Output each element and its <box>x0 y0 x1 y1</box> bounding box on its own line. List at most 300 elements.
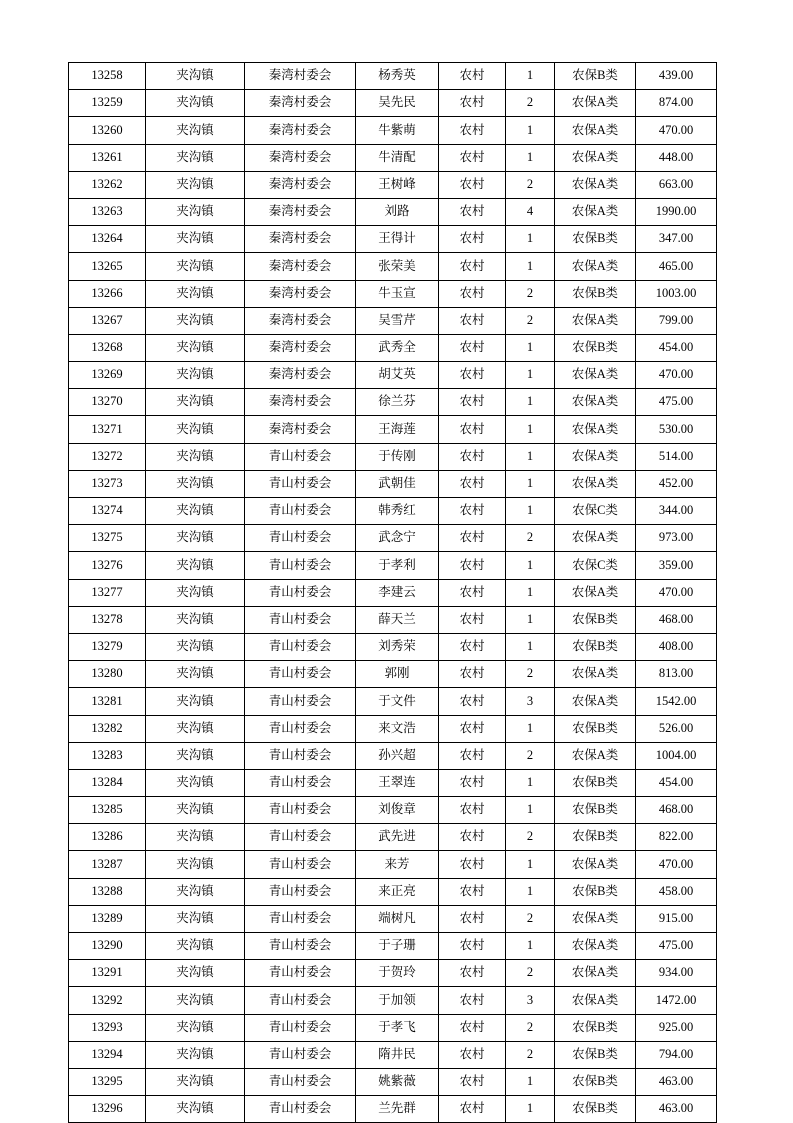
cell-village: 青山村委会 <box>245 905 356 932</box>
cell-id: 13279 <box>69 633 146 660</box>
cell-type: 农村 <box>439 198 506 225</box>
cell-village: 秦湾村委会 <box>245 144 356 171</box>
cell-name: 王树峰 <box>356 171 439 198</box>
cell-town: 夹沟镇 <box>146 171 245 198</box>
cell-village: 青山村委会 <box>245 987 356 1014</box>
table-row <box>69 579 717 606</box>
cell-town: 夹沟镇 <box>146 661 245 688</box>
cell-type: 农村 <box>439 525 506 552</box>
table-row <box>69 470 717 497</box>
cell-town: 夹沟镇 <box>146 253 245 280</box>
cell-category: 农保A类 <box>555 198 636 225</box>
cell-type: 农村 <box>439 742 506 769</box>
cell-town: 夹沟镇 <box>146 797 245 824</box>
cell-count: 1 <box>506 389 555 416</box>
table-row <box>69 933 717 960</box>
cell-category: 农保B类 <box>555 334 636 361</box>
cell-village: 青山村委会 <box>245 1068 356 1095</box>
cell-count: 1 <box>506 443 555 470</box>
table-row <box>69 552 717 579</box>
cell-amount: 408.00 <box>636 633 717 660</box>
table-row <box>69 226 717 253</box>
cell-category: 农保A类 <box>555 661 636 688</box>
cell-count: 3 <box>506 688 555 715</box>
cell-town: 夹沟镇 <box>146 117 245 144</box>
cell-name: 于贺玲 <box>356 960 439 987</box>
cell-id: 13286 <box>69 824 146 851</box>
cell-town: 夹沟镇 <box>146 525 245 552</box>
cell-name: 王得计 <box>356 226 439 253</box>
cell-amount: 794.00 <box>636 1041 717 1068</box>
cell-name: 牛紫萌 <box>356 117 439 144</box>
cell-amount: 1472.00 <box>636 987 717 1014</box>
cell-amount: 530.00 <box>636 416 717 443</box>
cell-category: 农保A类 <box>555 117 636 144</box>
cell-name: 来文浩 <box>356 715 439 742</box>
table-row <box>69 1096 717 1123</box>
cell-name: 于孝利 <box>356 552 439 579</box>
cell-town: 夹沟镇 <box>146 878 245 905</box>
cell-category: 农保A类 <box>555 851 636 878</box>
cell-category: 农保A类 <box>555 905 636 932</box>
cell-category: 农保B类 <box>555 280 636 307</box>
cell-name: 武先进 <box>356 824 439 851</box>
cell-name: 孙兴超 <box>356 742 439 769</box>
cell-amount: 799.00 <box>636 307 717 334</box>
cell-id: 13276 <box>69 552 146 579</box>
cell-town: 夹沟镇 <box>146 987 245 1014</box>
cell-name: 韩秀红 <box>356 498 439 525</box>
cell-town: 夹沟镇 <box>146 144 245 171</box>
cell-count: 2 <box>506 525 555 552</box>
cell-village: 秦湾村委会 <box>245 253 356 280</box>
cell-village: 秦湾村委会 <box>245 389 356 416</box>
cell-id: 13294 <box>69 1041 146 1068</box>
cell-type: 农村 <box>439 878 506 905</box>
cell-id: 13288 <box>69 878 146 905</box>
cell-village: 青山村委会 <box>245 579 356 606</box>
cell-count: 1 <box>506 851 555 878</box>
cell-category: 农保A类 <box>555 688 636 715</box>
cell-id: 13274 <box>69 498 146 525</box>
cell-category: 农保B类 <box>555 1068 636 1095</box>
cell-amount: 468.00 <box>636 606 717 633</box>
table-row <box>69 688 717 715</box>
cell-village: 青山村委会 <box>245 851 356 878</box>
cell-category: 农保A类 <box>555 389 636 416</box>
cell-village: 秦湾村委会 <box>245 171 356 198</box>
cell-count: 1 <box>506 715 555 742</box>
cell-name: 来芳 <box>356 851 439 878</box>
cell-count: 2 <box>506 905 555 932</box>
cell-town: 夹沟镇 <box>146 334 245 361</box>
cell-id: 13260 <box>69 117 146 144</box>
table-row <box>69 633 717 660</box>
cell-village: 青山村委会 <box>245 878 356 905</box>
cell-id: 13282 <box>69 715 146 742</box>
cell-category: 农保B类 <box>555 1096 636 1123</box>
cell-count: 2 <box>506 1041 555 1068</box>
cell-count: 1 <box>506 1096 555 1123</box>
table-row <box>69 171 717 198</box>
table-row <box>69 742 717 769</box>
table-row <box>69 443 717 470</box>
cell-id: 13270 <box>69 389 146 416</box>
cell-amount: 347.00 <box>636 226 717 253</box>
cell-category: 农保B类 <box>555 226 636 253</box>
cell-name: 张荣美 <box>356 253 439 280</box>
cell-amount: 470.00 <box>636 117 717 144</box>
cell-type: 农村 <box>439 334 506 361</box>
cell-category: 农保B类 <box>555 715 636 742</box>
cell-name: 牛玉宣 <box>356 280 439 307</box>
table-row <box>69 117 717 144</box>
cell-village: 青山村委会 <box>245 443 356 470</box>
cell-village: 青山村委会 <box>245 797 356 824</box>
cell-count: 1 <box>506 253 555 280</box>
cell-id: 13292 <box>69 987 146 1014</box>
cell-name: 徐兰芬 <box>356 389 439 416</box>
cell-name: 刘路 <box>356 198 439 225</box>
cell-village: 秦湾村委会 <box>245 117 356 144</box>
cell-type: 农村 <box>439 117 506 144</box>
cell-id: 13265 <box>69 253 146 280</box>
cell-name: 胡艾英 <box>356 362 439 389</box>
table-row <box>69 824 717 851</box>
cell-id: 13269 <box>69 362 146 389</box>
cell-type: 农村 <box>439 389 506 416</box>
table-row <box>69 878 717 905</box>
cell-type: 农村 <box>439 797 506 824</box>
cell-count: 1 <box>506 769 555 796</box>
cell-town: 夹沟镇 <box>146 443 245 470</box>
cell-id: 13273 <box>69 470 146 497</box>
cell-town: 夹沟镇 <box>146 470 245 497</box>
cell-town: 夹沟镇 <box>146 1096 245 1123</box>
cell-name: 来正亮 <box>356 878 439 905</box>
cell-town: 夹沟镇 <box>146 715 245 742</box>
cell-village: 青山村委会 <box>245 498 356 525</box>
cell-village: 青山村委会 <box>245 715 356 742</box>
table-row <box>69 715 717 742</box>
cell-category: 农保A类 <box>555 470 636 497</box>
cell-count: 2 <box>506 824 555 851</box>
cell-type: 农村 <box>439 470 506 497</box>
table-row <box>69 1068 717 1095</box>
cell-type: 农村 <box>439 579 506 606</box>
table-row <box>69 987 717 1014</box>
cell-id: 13267 <box>69 307 146 334</box>
cell-town: 夹沟镇 <box>146 960 245 987</box>
cell-id: 13289 <box>69 905 146 932</box>
cell-type: 农村 <box>439 1068 506 1095</box>
table-row <box>69 797 717 824</box>
cell-category: 农保B类 <box>555 1014 636 1041</box>
cell-type: 农村 <box>439 1014 506 1041</box>
subsidy-table <box>68 62 717 1123</box>
cell-amount: 475.00 <box>636 389 717 416</box>
cell-category: 农保B类 <box>555 606 636 633</box>
cell-type: 农村 <box>439 307 506 334</box>
cell-village: 青山村委会 <box>245 688 356 715</box>
table-row <box>69 525 717 552</box>
cell-town: 夹沟镇 <box>146 933 245 960</box>
cell-amount: 1990.00 <box>636 198 717 225</box>
cell-count: 1 <box>506 606 555 633</box>
cell-village: 青山村委会 <box>245 633 356 660</box>
cell-amount: 925.00 <box>636 1014 717 1041</box>
cell-id: 13285 <box>69 797 146 824</box>
cell-id: 13264 <box>69 226 146 253</box>
cell-type: 农村 <box>439 552 506 579</box>
cell-id: 13296 <box>69 1096 146 1123</box>
cell-category: 农保A类 <box>555 90 636 117</box>
cell-name: 吴雪芹 <box>356 307 439 334</box>
cell-count: 1 <box>506 334 555 361</box>
cell-name: 薛天兰 <box>356 606 439 633</box>
cell-id: 13272 <box>69 443 146 470</box>
table-row <box>69 960 717 987</box>
cell-id: 13278 <box>69 606 146 633</box>
cell-name: 武朝佳 <box>356 470 439 497</box>
table-row <box>69 253 717 280</box>
cell-town: 夹沟镇 <box>146 198 245 225</box>
cell-name: 姚紫薇 <box>356 1068 439 1095</box>
cell-count: 2 <box>506 742 555 769</box>
cell-type: 农村 <box>439 933 506 960</box>
cell-village: 青山村委会 <box>245 661 356 688</box>
cell-name: 于孝飞 <box>356 1014 439 1041</box>
cell-town: 夹沟镇 <box>146 688 245 715</box>
cell-amount: 452.00 <box>636 470 717 497</box>
cell-town: 夹沟镇 <box>146 1041 245 1068</box>
cell-village: 秦湾村委会 <box>245 307 356 334</box>
cell-count: 1 <box>506 362 555 389</box>
cell-count: 2 <box>506 661 555 688</box>
table-row <box>69 661 717 688</box>
cell-town: 夹沟镇 <box>146 307 245 334</box>
cell-town: 夹沟镇 <box>146 90 245 117</box>
cell-id: 13266 <box>69 280 146 307</box>
cell-name: 于子珊 <box>356 933 439 960</box>
cell-count: 1 <box>506 933 555 960</box>
cell-village: 青山村委会 <box>245 824 356 851</box>
cell-id: 13293 <box>69 1014 146 1041</box>
cell-village: 青山村委会 <box>245 960 356 987</box>
cell-type: 农村 <box>439 253 506 280</box>
cell-village: 青山村委会 <box>245 1041 356 1068</box>
cell-amount: 458.00 <box>636 878 717 905</box>
cell-type: 农村 <box>439 960 506 987</box>
cell-village: 青山村委会 <box>245 933 356 960</box>
cell-id: 13295 <box>69 1068 146 1095</box>
cell-type: 农村 <box>439 851 506 878</box>
cell-town: 夹沟镇 <box>146 1014 245 1041</box>
cell-category: 农保A类 <box>555 144 636 171</box>
cell-name: 刘俊章 <box>356 797 439 824</box>
cell-amount: 439.00 <box>636 63 717 90</box>
cell-id: 13290 <box>69 933 146 960</box>
cell-town: 夹沟镇 <box>146 389 245 416</box>
cell-town: 夹沟镇 <box>146 633 245 660</box>
cell-count: 1 <box>506 63 555 90</box>
cell-id: 13271 <box>69 416 146 443</box>
cell-type: 农村 <box>439 1096 506 1123</box>
cell-type: 农村 <box>439 63 506 90</box>
cell-type: 农村 <box>439 226 506 253</box>
cell-name: 武秀全 <box>356 334 439 361</box>
table-row <box>69 198 717 225</box>
table-row <box>69 362 717 389</box>
cell-id: 13268 <box>69 334 146 361</box>
cell-village: 青山村委会 <box>245 606 356 633</box>
cell-amount: 874.00 <box>636 90 717 117</box>
cell-name: 兰先群 <box>356 1096 439 1123</box>
cell-type: 农村 <box>439 715 506 742</box>
cell-id: 13287 <box>69 851 146 878</box>
cell-type: 农村 <box>439 144 506 171</box>
cell-id: 13280 <box>69 661 146 688</box>
cell-town: 夹沟镇 <box>146 905 245 932</box>
cell-town: 夹沟镇 <box>146 606 245 633</box>
cell-id: 13277 <box>69 579 146 606</box>
cell-count: 1 <box>506 226 555 253</box>
cell-town: 夹沟镇 <box>146 416 245 443</box>
cell-village: 秦湾村委会 <box>245 334 356 361</box>
table-row <box>69 1014 717 1041</box>
table-row <box>69 1041 717 1068</box>
table-row <box>69 905 717 932</box>
cell-town: 夹沟镇 <box>146 851 245 878</box>
cell-village: 青山村委会 <box>245 1014 356 1041</box>
cell-count: 1 <box>506 144 555 171</box>
cell-town: 夹沟镇 <box>146 552 245 579</box>
table-row <box>69 90 717 117</box>
cell-id: 13258 <box>69 63 146 90</box>
cell-count: 2 <box>506 960 555 987</box>
cell-town: 夹沟镇 <box>146 579 245 606</box>
cell-count: 1 <box>506 117 555 144</box>
cell-name: 武念宁 <box>356 525 439 552</box>
cell-village: 青山村委会 <box>245 1096 356 1123</box>
cell-town: 夹沟镇 <box>146 742 245 769</box>
cell-id: 13259 <box>69 90 146 117</box>
cell-name: 吴先民 <box>356 90 439 117</box>
cell-village: 秦湾村委会 <box>245 198 356 225</box>
cell-amount: 468.00 <box>636 797 717 824</box>
cell-type: 农村 <box>439 905 506 932</box>
cell-count: 1 <box>506 633 555 660</box>
cell-category: 农保A类 <box>555 525 636 552</box>
table-row <box>69 307 717 334</box>
cell-id: 13284 <box>69 769 146 796</box>
cell-type: 农村 <box>439 416 506 443</box>
cell-category: 农保A类 <box>555 362 636 389</box>
cell-amount: 454.00 <box>636 334 717 361</box>
cell-village: 秦湾村委会 <box>245 226 356 253</box>
cell-village: 秦湾村委会 <box>245 90 356 117</box>
cell-type: 农村 <box>439 362 506 389</box>
cell-id: 13281 <box>69 688 146 715</box>
cell-village: 青山村委会 <box>245 552 356 579</box>
cell-type: 农村 <box>439 688 506 715</box>
cell-type: 农村 <box>439 987 506 1014</box>
cell-town: 夹沟镇 <box>146 824 245 851</box>
cell-name: 于文件 <box>356 688 439 715</box>
cell-amount: 475.00 <box>636 933 717 960</box>
cell-id: 13263 <box>69 198 146 225</box>
cell-amount: 973.00 <box>636 525 717 552</box>
table-row <box>69 498 717 525</box>
cell-category: 农保B类 <box>555 769 636 796</box>
cell-count: 1 <box>506 498 555 525</box>
cell-category: 农保A类 <box>555 933 636 960</box>
cell-count: 2 <box>506 171 555 198</box>
cell-category: 农保B类 <box>555 878 636 905</box>
cell-amount: 470.00 <box>636 579 717 606</box>
cell-type: 农村 <box>439 661 506 688</box>
cell-amount: 813.00 <box>636 661 717 688</box>
table-row <box>69 63 717 90</box>
cell-village: 青山村委会 <box>245 470 356 497</box>
cell-name: 郭刚 <box>356 661 439 688</box>
cell-id: 13291 <box>69 960 146 987</box>
table-row <box>69 389 717 416</box>
cell-town: 夹沟镇 <box>146 280 245 307</box>
cell-name: 牛清配 <box>356 144 439 171</box>
cell-type: 农村 <box>439 633 506 660</box>
cell-town: 夹沟镇 <box>146 362 245 389</box>
table-row <box>69 334 717 361</box>
cell-type: 农村 <box>439 443 506 470</box>
cell-count: 2 <box>506 90 555 117</box>
cell-name: 王翠连 <box>356 769 439 796</box>
cell-count: 1 <box>506 797 555 824</box>
cell-town: 夹沟镇 <box>146 498 245 525</box>
cell-town: 夹沟镇 <box>146 226 245 253</box>
cell-id: 13262 <box>69 171 146 198</box>
table-row <box>69 144 717 171</box>
cell-category: 农保A类 <box>555 307 636 334</box>
cell-category: 农保A类 <box>555 171 636 198</box>
cell-name: 于传刚 <box>356 443 439 470</box>
cell-amount: 934.00 <box>636 960 717 987</box>
table-row <box>69 416 717 443</box>
cell-count: 1 <box>506 878 555 905</box>
cell-category: 农保A类 <box>555 416 636 443</box>
cell-count: 1 <box>506 416 555 443</box>
cell-category: 农保A类 <box>555 960 636 987</box>
cell-count: 1 <box>506 579 555 606</box>
cell-amount: 463.00 <box>636 1068 717 1095</box>
cell-id: 13283 <box>69 742 146 769</box>
cell-id: 13261 <box>69 144 146 171</box>
cell-amount: 822.00 <box>636 824 717 851</box>
cell-count: 1 <box>506 470 555 497</box>
cell-village: 青山村委会 <box>245 769 356 796</box>
table-row <box>69 769 717 796</box>
table-row <box>69 606 717 633</box>
cell-count: 1 <box>506 1068 555 1095</box>
cell-name: 隋井民 <box>356 1041 439 1068</box>
cell-amount: 1003.00 <box>636 280 717 307</box>
cell-amount: 470.00 <box>636 362 717 389</box>
cell-amount: 465.00 <box>636 253 717 280</box>
table-body <box>69 63 717 1123</box>
cell-town: 夹沟镇 <box>146 769 245 796</box>
cell-type: 农村 <box>439 606 506 633</box>
cell-village: 青山村委会 <box>245 525 356 552</box>
